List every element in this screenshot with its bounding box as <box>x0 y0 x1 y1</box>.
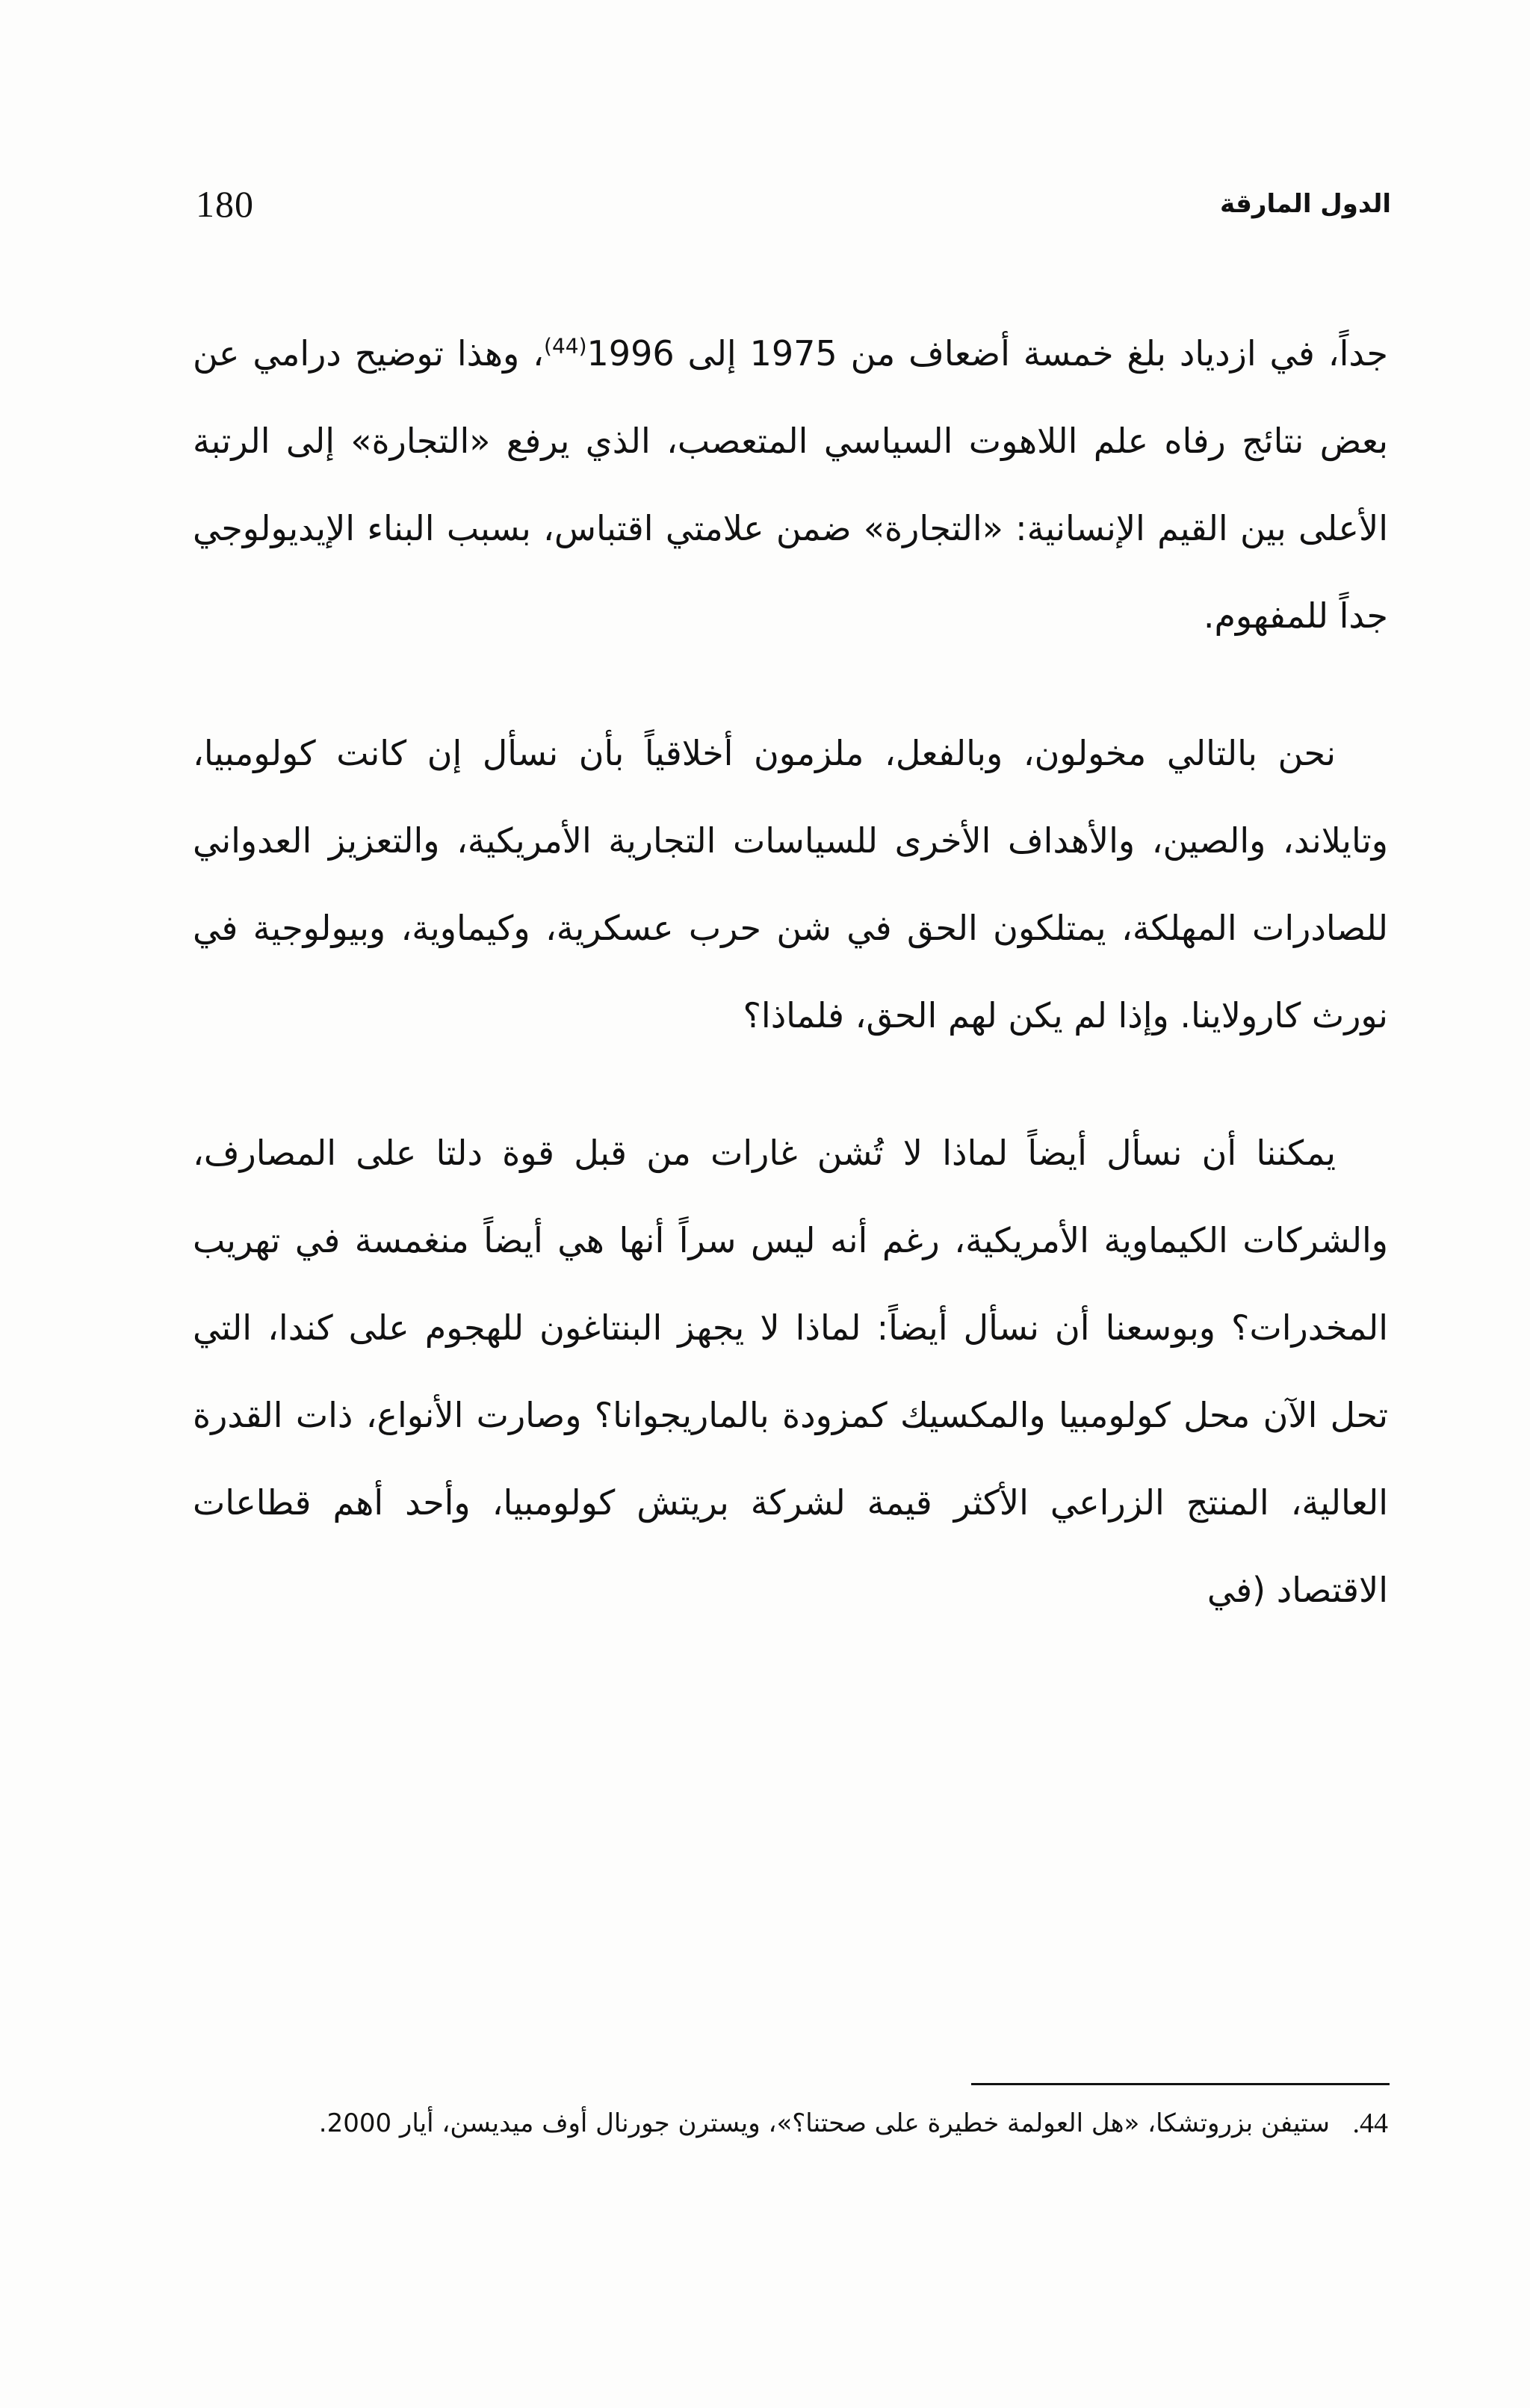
footnote-text: ستيفن بزروتشكا، «هل العولمة خطيرة على صحتنا؟»، ويسترن جورنال أوف ميديسن، أيار 2000. <box>318 2108 1330 2138</box>
paragraph-1-text-before: جداً، في ازدياد بلغ خمسة أضعاف من 1975 إلى 1996 <box>586 333 1388 374</box>
footnote-divider <box>971 2083 1390 2085</box>
footnote-reference[interactable]: (44) <box>544 333 587 359</box>
footnote-row <box>185 2101 1388 2146</box>
footnote-number: 44. <box>1352 2108 1388 2139</box>
paragraph-1 <box>193 310 1388 660</box>
paragraph-1-text-after: ، وهذا توضيح درامي عن بعض نتائج رفاه علم اللاهوت السياسي المتعصب، الذي يرفع «التجارة» إلى الرتبة الأعلى بين القيم الإنسانية: «التجارة» ضمن علامتي اقتباس، بسبب البناء الإيديولوجي جداً للمفهوم. <box>193 333 1388 636</box>
body-text <box>193 310 1388 1634</box>
page-number: 180 <box>196 183 254 225</box>
paragraph-2: نحن بالتالي مخولون، وبالفعل، ملزمون أخلاقياً بأن نسأل إن كانت كولومبيا، وتايلاند، والصين، والأهداف الأخرى للسياسات التجارية الأمريكية، والتعزيز العدواني للصادرات المهلكة، يمتلكون الحق في شن حرب عسكرية، وكيماوية، وبيولوجية في نورث كارولاينا. وإذا لم يكن لهم الحق، فلماذا؟ <box>193 733 1388 1036</box>
page-header <box>196 178 1391 230</box>
footnote <box>185 2101 1388 2146</box>
running-title: الدول المارقة <box>1220 189 1391 219</box>
paragraph-3: يمكننا أن نسأل أيضاً لماذا لا تُشن غارات من قبل قوة دلتا على المصارف، والشركات الكيماوية الأمريكية، رغم أنه ليس سراً أنها هي أيضاً منغمسة في تهريب المخدرات؟ وبوسعنا أن نسأل أيضاً: لماذا لا يجهز البنتاغون للهجوم على كندا، التي تحل الآن محل كولومبيا والمكسيك كمزودة بالماريجوانا؟ وصارت الأنواع، ذات القدرة العالية، المنتج الزراعي الأكثر قيمة لشركة بريتش كولومبيا، وأحد أهم قطاعات الاقتصاد (في <box>193 1133 1388 1610</box>
